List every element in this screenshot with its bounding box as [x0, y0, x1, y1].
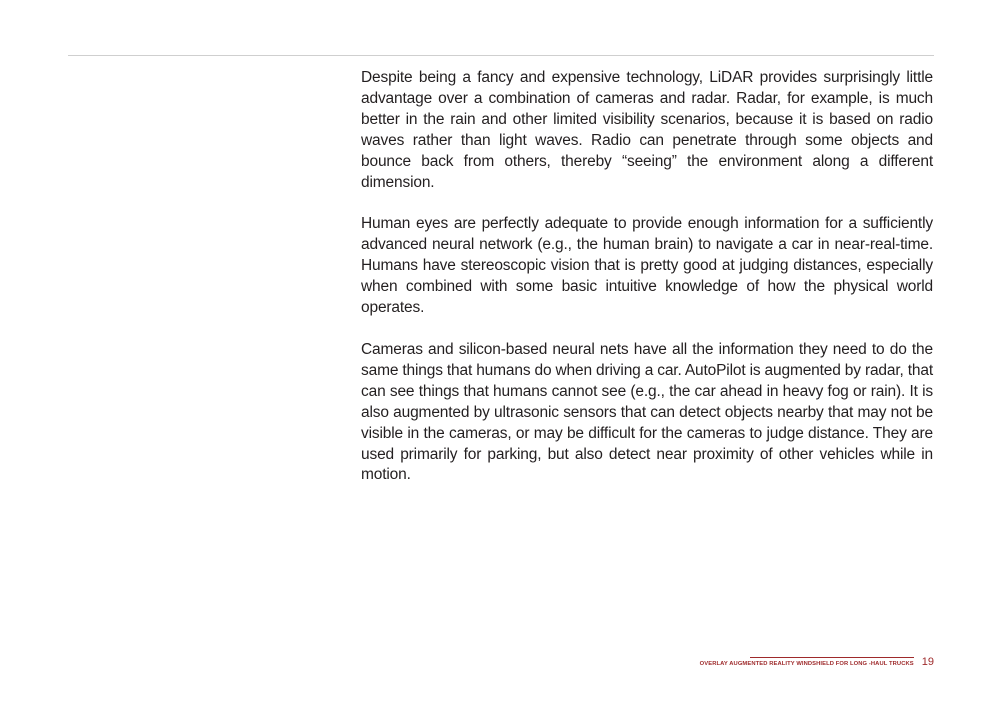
body-text: [361, 68, 933, 507]
footer-title-block: [700, 657, 914, 668]
page-number: 19: [921, 656, 934, 668]
running-title: OVERLAY AUGMENTED REALITY WINDSHIELD FOR LONG -HAUL TRUCKS: [699, 661, 914, 667]
paragraph-lidar: Despite being a fancy and expensive technology, LiDAR provides surprisingly little advantage over a combination of cameras and radar. Radar, for example, is much better in the rain and other limited visibility scenarios, because it is based on radio waves rather than light waves. Radio can penetrate through some objects and bounce back from others, thereby “seeing” the environment along a different dimension.: [361, 69, 933, 191]
paragraph-human-eyes: Human eyes are perfectly adequate to provide enough information for a sufficiently advanced neural network (e.g., the human brain) to navigate a car in near-real-time. Humans have stereoscopic vision that is pretty good at judging distances, especially when combined with some basic intuitive knowledge of how the physical world operates.: [361, 215, 933, 317]
header-divider: [68, 55, 934, 56]
paragraph-cameras: Cameras and silicon-based neural nets have all the information they need to do the same things that humans do when driving a car. AutoPilot is augmented by radar, that can see things that humans cannot see (e.g., the car ahead in heavy fog or rain). It is also augmented by ultrasonic sensors that can detect objects nearby that may not be visible in the cameras, or may be difficult for the cameras to judge distance. They are used primarily for parking, but also detect near proximity of other vehicles while in motion.: [361, 340, 933, 484]
page-footer: [700, 654, 934, 668]
footer-divider: [750, 657, 914, 658]
